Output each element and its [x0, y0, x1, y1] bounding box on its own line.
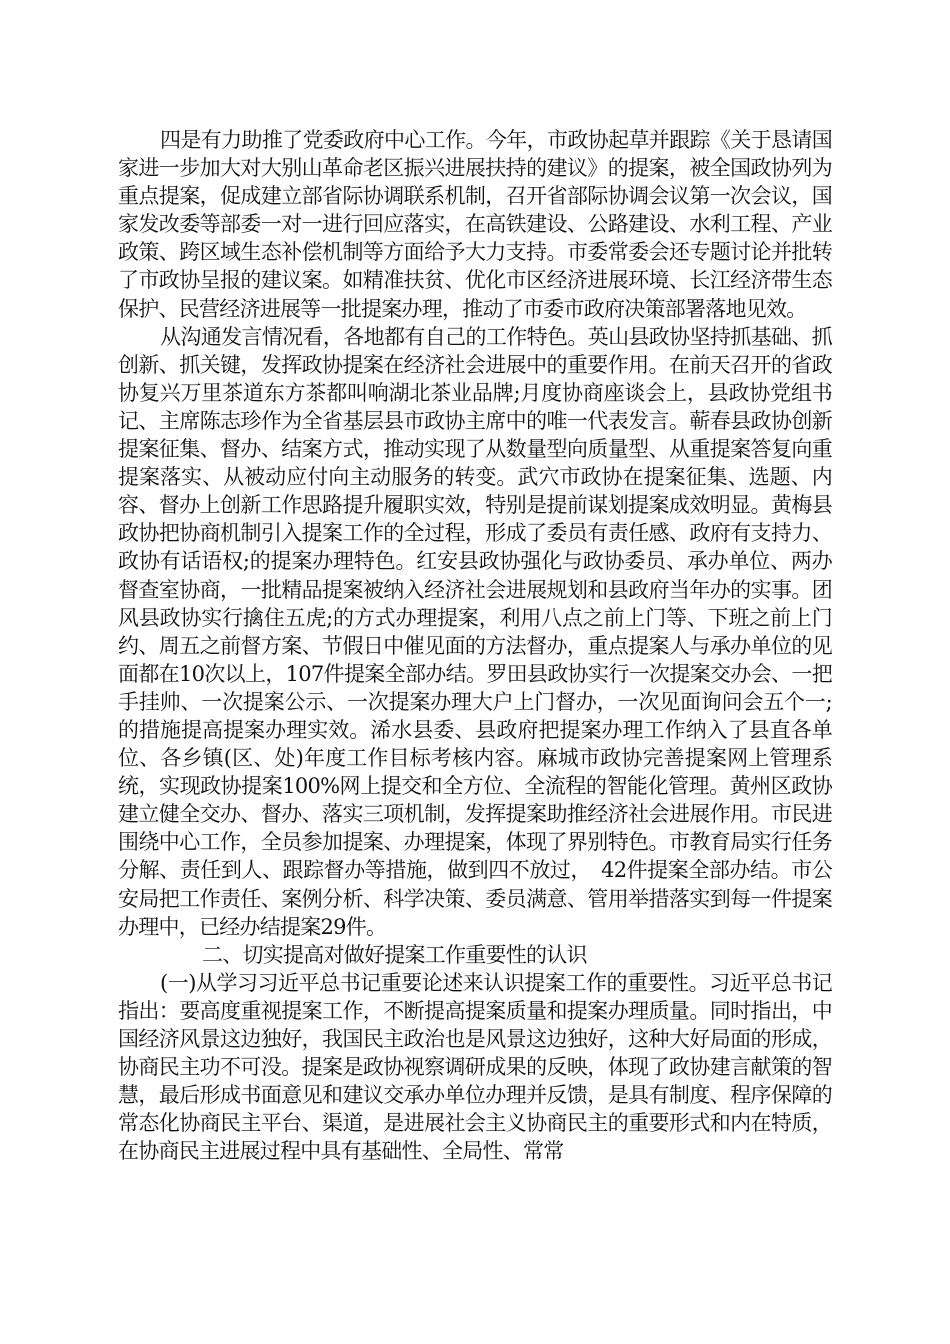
document-body — [118, 126, 832, 1165]
section-heading: 二、切实提高对做好提案工作重要性的认识 — [202, 942, 587, 967]
paragraph-importance: (一)从学习习近平总书记重要论述来认识提案工作的重要性。习近平总书记指出：要高度重视提案工作，不断提高提案质量和提案办理质量。同时指出，中国经济风景这边独好，我国民主政治也是风景这边独好，这种大好局面的形成，协商民主功不可没。提案是政协视察调研成果的反映，体现了政协建言献策的智慧，最后形成书面意见和建议交承办单位办理并反馈，是具有制度、程序保障的常态化协商民主平台、渠道，是进展社会主义协商民主的重要形式和内在特质，在协商民主进展过程中具有基础性、全局性、常常 — [118, 970, 832, 1164]
paragraph-central-work: 四是有力助推了党委政府中心工作。今年，市政协起草并跟踪《关于恳请国家进一步加大对大别山革命老区振兴进展扶持的建议》的提案，被全国政协列为重点提案，促成建立部省际协调联系机制，召开省部际协调会议第一次会议，国家发改委等部委一对一进行回应落实，在高铁建设、公路建设、水利工程、产业政策、跨区域生态补偿机制等方面给予大力支持。市委常委会还专题讨论并批转了市政协呈报的建议案。如精准扶贫、优化市区经济进展环境、长江经济带生态保护、民营经济进展等一批提案办理，推动了市委市政府决策部署落地见效。 — [118, 128, 832, 321]
paragraph-local-features: 从沟通发言情况看，各地都有自己的工作特色。英山县政协坚持抓基础、抓创新、抓关键，发挥政协提案在经济社会进展中的重要作用。在前天召开的省政协复兴万里茶道东方茶都叫响湖北茶业品牌;月度协商座谈会上，县政协党组书记、主席陈志珍作为全省基层县市政协主席中的唯一代表发言。蕲春县政协创新提案征集、督办、结案方式，推动实现了从数量型向质量型、从重提案答复向重提案落实、从被动应付向主动服务的转变。武穴市政协在提案征集、选题、内容、督办上创新工作思路提升履职实效，特别是提前谋划提案成效明显。黄梅县政协把协商机制引入提案工作的全过程，形成了委员有责任感、政府有支持力、政协有话语权;的提案办理特色。红安县政协强化与政协委员、承办单位、两办督查室协商，一批精品提案被纳入经济社会进展规划和县政府当年办的实事。团风县政协实行擒住五虎;的方式办理提案，利用八点之前上门等、下班之前上门约、周五之前督方案、节假日中催见面的方法督办，重点提案人与承办单位的见面都在10次以上，107件提案全部办结。罗田县政协实行一次提案交办会、一把手挂帅、一次提案公示、一次提案办理大户上门督办，一次见面询问会五个一;的措施提高提案办理实效。浠水县委、县政府把提案办理工作纳入了县直各单位、各乡镇(区、处)年度工作目标考核内容。麻城市政协完善提案网上管理系统，实现政协提案100%网上提交和全方位、全流程的智能化管理。黄州区政协建立健全交办、督办、落实三项机制，发挥提案助推经济社会进展作用。市民进围绕中心工作，全员参加提案、办理提案，体现了界别特色。市教育局实行任务分解、责任到人、跟踪督办等措施，做到四不放过， 42件提案全部办结。市公安局把工作责任、案例分析、科学决策、委员满意、管用举措落实到每一件提案办理中，已经办结提案29件。 — [118, 324, 832, 939]
